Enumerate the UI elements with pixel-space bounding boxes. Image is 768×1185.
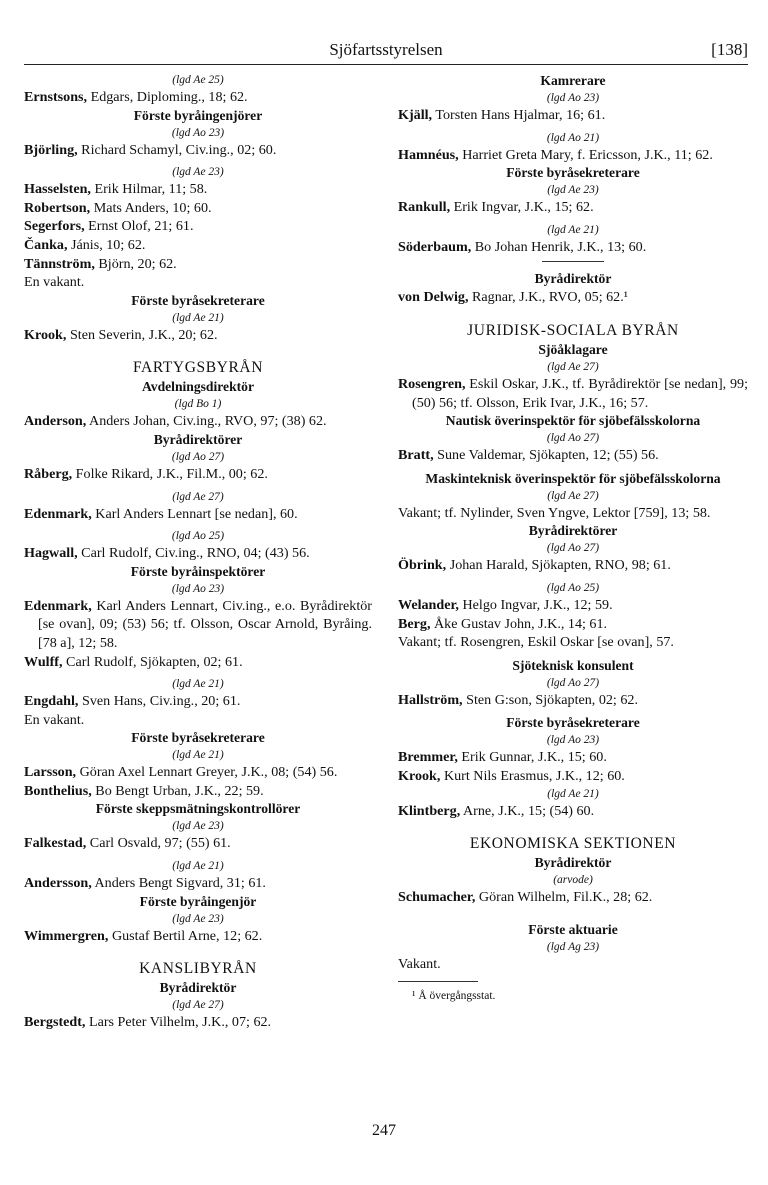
entry-details: Sten Severin, J.K., 20; 62.: [66, 326, 218, 343]
entry-surname: Krook,: [24, 326, 67, 343]
list-item: [24, 544, 372, 563]
spacer: [398, 820, 748, 834]
entry-surname: Öbrink,: [398, 557, 447, 574]
list-item: [398, 198, 748, 217]
salary-grade-note: (lgd Ae 27): [172, 490, 224, 503]
salary-grade-note: (arvode): [553, 874, 593, 887]
entry-surname: Larsson,: [24, 764, 77, 781]
entry-details: Åke Gustav John, J.K., 14; 61.: [430, 615, 608, 632]
list-item: [398, 596, 748, 615]
salary-grade-note: (lgd Ae 23): [547, 184, 599, 197]
salary-grade-note: (lgd Bo 1): [174, 398, 222, 411]
list-item: [398, 146, 748, 165]
position-heading: Sjöteknisk konsulent: [512, 657, 634, 673]
position-heading: Förste byråingenjörer: [133, 107, 263, 123]
position-heading: Kamrerare: [540, 73, 606, 88]
entry-details: Göran Wilhelm, Fil.K., 28; 62.: [475, 889, 653, 906]
position-heading: Förste byråsekreterare: [131, 730, 265, 746]
entry-details: Carl Osvald, 97; (55) 61.: [86, 835, 231, 852]
salary-grade-note: (lgd Ae 21): [547, 223, 599, 236]
list-item: [24, 412, 372, 431]
position-heading: Sjöåklagare: [538, 341, 608, 357]
footnote: ¹ Å övergångsstat.: [412, 990, 496, 1003]
left-column: [24, 72, 372, 1032]
entry-details: Kurt Nils Erasmus, J.K., 12; 60.: [440, 767, 625, 784]
entry-surname: Råberg,: [24, 465, 73, 482]
entry-details: Richard Schamyl, Civ.ing., 02; 60.: [77, 141, 277, 158]
entry-details: Anders Johan, Civ.ing., RVO, 97; (38) 62.: [86, 413, 327, 430]
list-item: [398, 691, 748, 710]
list-item: [398, 556, 748, 575]
entry-details: Karl Anders Lennart [se nedan], 60.: [91, 505, 298, 522]
entry-surname: Čanka,: [24, 236, 68, 253]
entry-details: Eskil Oskar, J.K., tf. Byrådirektör [se nedan], 99; (50) 56; tf. Olsson, Erik Ivar, J.K., 16; 57.: [412, 375, 748, 411]
position-heading: Byrådirektörer: [153, 431, 243, 447]
entry-details: Carl Rudolf, Sjökapten, 02; 61.: [62, 653, 243, 670]
right-column: [398, 72, 748, 1006]
entry-surname: Schumacher,: [398, 889, 476, 906]
list-item: [24, 88, 372, 107]
list-item: [398, 446, 748, 465]
salary-grade-note: (lgd Ao 23): [171, 126, 225, 139]
salary-grade-note: (lgd Ae 23): [172, 912, 224, 925]
entry-details: Mats Anders, 10; 60.: [90, 199, 212, 216]
position-heading: Förste byråsekreterare: [506, 715, 640, 731]
entry-surname: Hallström,: [398, 691, 463, 708]
entry-details: Lars Peter Vilhelm, J.K., 07; 62.: [85, 1014, 272, 1031]
salary-grade-note: (lgd Ao 27): [546, 542, 600, 555]
position-heading: Avdelningsdirektör: [141, 379, 255, 395]
list-item: [398, 802, 748, 821]
list-item: [24, 653, 372, 672]
position-heading: Byrådirektör: [534, 271, 612, 287]
list-item: [24, 711, 372, 730]
entry-details: Sune Valdemar, Sjökapten, 12; (55) 56.: [433, 447, 659, 464]
section-heading: FARTYGSBYRÅN: [132, 359, 263, 377]
list-item: [24, 199, 372, 218]
list-item: [24, 141, 372, 160]
list-item: [24, 465, 372, 484]
list-item: [24, 505, 372, 524]
entry-details: Gustaf Bertil Arne, 12; 62.: [108, 927, 263, 944]
entry-details: Göran Axel Lennart Greyer, J.K., 08; (54) 56.: [76, 764, 338, 781]
entry-details: Erik Ingvar, J.K., 15; 62.: [450, 199, 594, 216]
salary-grade-note: (lgd Ae 27): [547, 489, 599, 502]
entry-surname: Björling,: [24, 141, 78, 158]
list-item: [398, 888, 748, 907]
section-heading: KANSLIBYRÅN: [139, 960, 257, 978]
salary-grade-note: (lgd Ae 27): [547, 360, 599, 373]
list-item: [24, 273, 372, 292]
entry-surname: Wulff,: [24, 653, 63, 670]
list-item: [24, 255, 372, 274]
spacer: [24, 344, 372, 358]
entry-surname: Welander,: [398, 596, 459, 613]
page-header: [24, 40, 748, 64]
entry-details: Anders Bengt Sigvard, 31; 61.: [91, 875, 266, 892]
list-item: [398, 238, 748, 257]
entry-details: Karl Anders Lennart, Civ.ing., e.o. Byrådirektör [se ovan], 09; (53) 56; tf. Olsson, Oscar Arnold, Byråing. [78 a], 12; 58.: [38, 597, 372, 651]
list-item: [24, 782, 372, 801]
divider: [398, 981, 478, 982]
salary-grade-note: (lgd Ae 21): [172, 678, 224, 691]
entry-surname: Anderson,: [24, 413, 87, 430]
entry-details: Torsten Hans Hjalmar, 16; 61.: [432, 107, 606, 123]
position-heading: Byrådirektör: [159, 980, 237, 996]
salary-grade-note: (lgd Ae 27): [172, 999, 224, 1012]
position-heading: Förste skeppsmätningskontrollörer: [95, 801, 301, 817]
spacer: [398, 907, 748, 921]
divider: [542, 261, 604, 262]
entry-surname: Engdahl,: [24, 693, 79, 710]
list-item: [398, 504, 748, 523]
list-item: [398, 633, 748, 652]
entry-surname: Berg,: [398, 615, 431, 632]
entry-details: Björn, 20; 62.: [94, 255, 177, 272]
header-rule: [24, 64, 748, 65]
salary-grade-note: (lgd Ae 21): [172, 860, 224, 873]
entry-details: Vakant; tf. Rosengren, Eskil Oskar [se ovan], 57.: [398, 634, 674, 651]
salary-grade-note: (lgd Ae 21): [172, 749, 224, 762]
entry-surname: Robertson,: [24, 199, 91, 216]
entry-details: Sven Hans, Civ.ing., 20; 61.: [78, 693, 241, 710]
list-item: [24, 217, 372, 236]
entry-details: En vakant.: [24, 711, 85, 728]
list-item: [398, 106, 748, 125]
list-item: [398, 767, 748, 786]
position-heading: Förste byråingenjör: [139, 893, 257, 909]
entry-surname: Bonthelius,: [24, 782, 92, 799]
section-heading: EKONOMISKA SEKTIONEN: [469, 835, 677, 853]
list-item: [398, 288, 748, 307]
list-item: [24, 1013, 372, 1032]
salary-grade-note: (lgd Ae 21): [547, 787, 599, 800]
entry-details: Jánis, 10; 62.: [67, 236, 146, 253]
list-item: [24, 834, 372, 853]
entry-surname: Bratt,: [398, 447, 434, 464]
entry-details: Vakant; tf. Nylinder, Sven Yngve, Lektor [759], 13; 58.: [398, 504, 711, 521]
entry-details: Ernst Olof, 21; 61.: [84, 218, 194, 235]
position-heading: Förste byråsekreterare: [131, 292, 265, 308]
entry-details: Edgars, Diploming., 18; 62.: [87, 89, 248, 105]
salary-grade-note: (lgd Ao 23): [546, 92, 600, 104]
entry-details: Bo Bengt Urban, J.K., 22; 59.: [91, 782, 264, 799]
position-heading: Förste byråsekreterare: [506, 165, 640, 181]
list-item: [24, 236, 372, 255]
salary-grade-note: (lgd Ao 27): [171, 450, 225, 463]
entry-surname: Krook,: [398, 767, 441, 784]
page-title: Sjöfartsstyrelsen: [329, 40, 443, 59]
salary-grade-note: (lgd Ae 23): [172, 166, 224, 179]
entry-surname: Hagwall,: [24, 545, 78, 562]
salary-grade-note: (lgd Ao 25): [171, 530, 225, 543]
entry-details: Vakant.: [398, 955, 441, 972]
position-heading: Byrådirektör: [534, 855, 612, 871]
salary-grade-note: (lgd Ao 23): [546, 734, 600, 747]
entry-surname: Klintberg,: [398, 802, 461, 819]
salary-grade-note: (lgd Ae 25): [172, 74, 224, 86]
entry-details: Arne, J.K., 15; (54) 60.: [460, 802, 595, 819]
entry-surname: Edenmark,: [24, 597, 92, 614]
entry-surname: Edenmark,: [24, 505, 92, 522]
list-item: [24, 597, 372, 653]
list-item: [24, 692, 372, 711]
entry-surname: Söderbaum,: [398, 238, 472, 255]
entry-surname: Tännström,: [24, 255, 95, 272]
entry-surname: Ernstsons,: [24, 89, 88, 105]
salary-grade-note: (lgd Ao 25): [546, 581, 600, 594]
entry-details: Sten G:son, Sjökapten, 02; 62.: [462, 691, 638, 708]
entry-details: Folke Rikard, J.K., Fil.M., 00; 62.: [72, 465, 268, 482]
salary-grade-note: (lgd Ae 21): [172, 311, 224, 324]
position-heading: Nautisk överinspektör för sjöbefälsskolorna: [445, 413, 701, 429]
spacer: [398, 307, 748, 321]
entry-surname: Bremmer,: [398, 749, 458, 766]
salary-grade-note: (lgd Ao 27): [546, 676, 600, 689]
list-item: [24, 180, 372, 199]
entry-details: Helgo Ingvar, J.K., 12; 59.: [458, 596, 613, 613]
list-item: [24, 763, 372, 782]
list-item: [24, 326, 372, 345]
entry-surname: Segerfors,: [24, 218, 85, 235]
list-item: [398, 615, 748, 634]
salary-grade-note: (lgd Ag 23): [546, 940, 600, 953]
entry-details: Harriet Greta Mary, f. Ericsson, J.K., 11; 62.: [458, 146, 713, 163]
list-item: [24, 927, 372, 946]
position-heading: Förste byråinspektörer: [130, 563, 266, 579]
entry-surname: Kjäll,: [398, 107, 433, 123]
entry-surname: Hasselsten,: [24, 181, 91, 198]
salary-grade-note: (lgd Ae 23): [172, 820, 224, 833]
list-item: [398, 748, 748, 767]
entry-details: Johan Harald, Sjökapten, RNO, 98; 61.: [446, 557, 671, 574]
salary-grade-note: (lgd Ao 23): [171, 582, 225, 595]
entry-surname: Rosengren,: [398, 375, 466, 392]
section-heading: JURIDISK-SOCIALA BYRÅN: [467, 321, 679, 339]
list-item: [398, 955, 748, 974]
entry-details: Ragnar, J.K., RVO, 05; 62.¹: [468, 289, 628, 306]
entry-details: Erik Hilmar, 11; 58.: [90, 181, 208, 198]
salary-grade-note: (lgd Ao 21): [546, 131, 600, 144]
page-number: 247: [372, 1122, 396, 1139]
entry-surname: Wimmergren,: [24, 927, 109, 944]
position-heading: Maskinteknisk överinspektör för sjöbefälsskolorna: [425, 470, 721, 486]
list-item: [24, 874, 372, 893]
entry-surname: Falkestad,: [24, 835, 87, 852]
position-heading: Förste aktuarie: [528, 921, 618, 937]
position-heading: Byrådirektörer: [528, 523, 618, 539]
entry-details: Erik Gunnar, J.K., 15; 60.: [457, 749, 607, 766]
page-reference: [138]: [711, 40, 748, 59]
entry-surname: Rankull,: [398, 199, 451, 216]
entry-surname: Bergstedt,: [24, 1014, 86, 1031]
spacer: [24, 945, 372, 959]
list-item: [398, 375, 748, 412]
entry-details: En vakant.: [24, 274, 85, 291]
entry-surname: Hamnéus,: [398, 146, 459, 163]
entry-details: Carl Rudolf, Civ.ing., RNO, 04; (43) 56.: [77, 545, 310, 562]
entry-surname: Andersson,: [24, 875, 92, 892]
entry-surname: von Delwig,: [398, 289, 469, 306]
entry-details: Bo Johan Henrik, J.K., 13; 60.: [471, 238, 647, 255]
salary-grade-note: (lgd Ao 27): [546, 432, 600, 445]
